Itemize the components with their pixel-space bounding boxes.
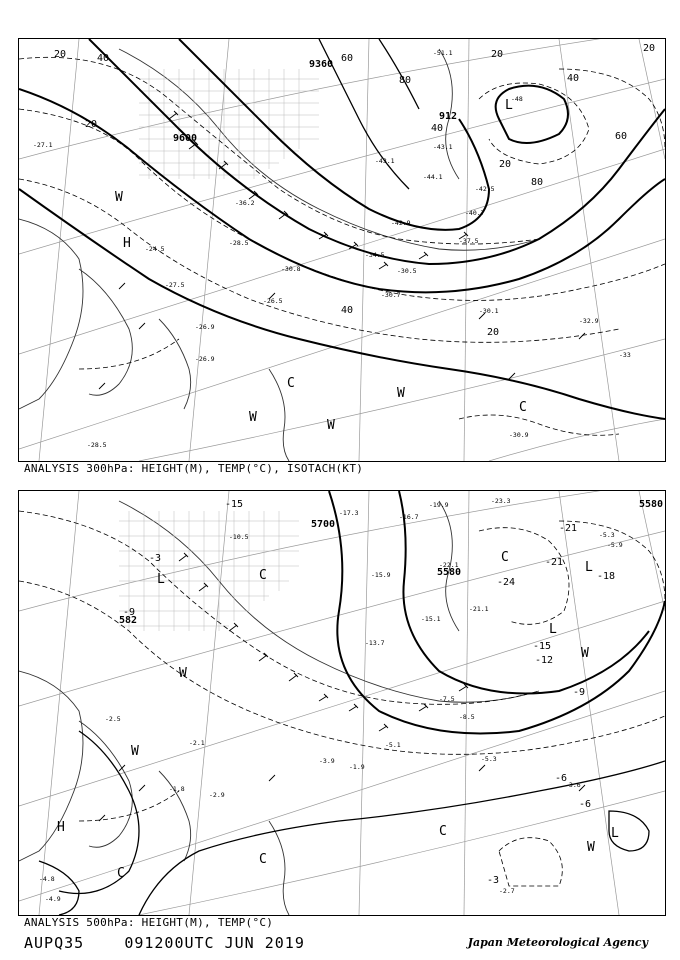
temp-value: -27.1 [33,141,53,149]
high-marker: H [57,820,65,835]
temp-value: -7.5 [439,695,455,703]
temp-value: -13.7 [365,639,385,647]
temp-value: -33 [619,351,631,359]
terrain-hatch [139,69,319,179]
isotherm-label: -18 [597,571,616,582]
temp-value: -48 [511,95,523,103]
warm-marker: W [327,418,335,433]
temp-value: -26.9 [195,323,215,331]
temp-value: -3.9 [319,757,335,765]
height-label: 9360 [309,59,334,70]
cold-marker: C [501,550,509,565]
temp-value: -16.7 [399,513,419,521]
temp-value: -2.1 [189,739,205,747]
isotherm-label: -3 [149,553,162,564]
temp-value: -15.1 [421,615,441,623]
isotherm-label: -9 [573,687,586,698]
temp-value: -19.9 [429,501,449,509]
temp-value: -4.8 [39,875,55,883]
isotach-label: 20 [643,43,656,54]
height-contours [19,39,665,419]
high-marker: H [123,236,131,251]
chart-code: AUPQ35 [24,934,85,952]
isotach-label: 40 [341,305,354,316]
temp-value: -30.9 [509,431,529,439]
map-500hpa-canvas [19,491,665,915]
temp-value: -24.5 [145,245,165,253]
isotherm-label: -6 [555,773,568,784]
isotherm-label: -21 [559,523,578,534]
height-label: 912 [439,111,458,122]
temp-value: -5.3 [599,531,615,539]
warm-marker: W [249,410,257,425]
pressure-systems [57,550,619,881]
cold-marker: C [259,568,267,583]
warm-marker: W [131,744,139,759]
temp-station-values [39,497,623,903]
isotach-labels [54,43,655,338]
temp-value: -10.5 [229,533,249,541]
temp-value: -27.5 [165,281,185,289]
height-label: 9600 [173,133,198,144]
temp-value: -26.5 [263,297,283,305]
cold-marker: C [287,376,295,391]
warm-marker: W [581,646,589,661]
isotherm-label: -15 [225,499,244,510]
temp-value: -44.1 [423,173,443,181]
isotach-label: 60 [615,131,628,142]
temp-value: -36.2 [235,199,255,207]
temp-value: -2.5 [105,715,121,723]
height-labels [119,499,663,626]
isotherm-label: -21 [545,557,564,568]
warm-marker: W [179,666,187,681]
cold-marker: C [439,824,447,839]
temp-value: -30.7 [381,291,401,299]
temp-value: -28.5 [87,441,107,449]
isotach-label: 20 [487,327,500,338]
warm-marker: W [115,190,123,205]
temp-value: -30.1 [479,307,499,315]
cold-marker: C [117,866,125,881]
temp-value: -28.5 [229,239,249,247]
temp-value: -1.9 [349,763,365,771]
isotherm-label: -6 [579,799,592,810]
warm-marker: W [587,840,595,855]
isotherm-label: -12 [535,655,554,666]
isotach-label: 20 [54,49,67,60]
cold-marker: C [519,400,527,415]
agency-name: Japan Meteorological Agency [467,936,648,949]
temp-value: -37.5 [459,237,479,245]
low-marker: L [611,826,619,841]
height-label: 5700 [311,519,336,530]
height-contours-minor [319,39,419,189]
map-panel-300hpa [18,38,666,462]
isotach-label: 80 [399,75,412,86]
isotach-label: 40 [567,73,580,84]
temp-value: -30.8 [281,265,301,273]
isotherm-label: -24 [497,577,516,588]
temp-value: -5.3 [481,755,497,763]
low-marker: L [549,622,557,637]
panel-500hpa-caption: ANALYSIS 500hPa: HEIGHT(M), TEMP(°C) [24,916,274,929]
cold-marker: C [259,852,267,867]
temp-value: -40.7 [465,209,485,217]
temp-value: -8.5 [459,713,475,721]
temp-value: -15.9 [371,571,391,579]
height-labels [173,59,457,144]
warm-marker: W [397,386,405,401]
isotach-label: 40 [97,53,110,64]
temp-value: -2.7 [499,887,515,895]
temp-value: -43.1 [433,143,453,151]
isotherm-label: -9 [123,607,136,618]
temp-value: -5.1 [385,741,401,749]
isotach-label: 20 [491,49,504,60]
valid-time: 091200UTC JUN 2019 [124,934,305,952]
height-contours [329,491,665,734]
temp-value: -5.9 [607,541,623,549]
temp-value: -23.3 [491,497,511,505]
temp-value: -22.1 [439,561,459,569]
temp-value: -21.1 [469,605,489,613]
temp-value: -32.9 [579,317,599,325]
isotherm-label: -3 [487,875,500,886]
chart-id-line [24,934,305,952]
terrain-hatch [119,511,299,631]
temp-value: -42.9 [391,219,411,227]
isotherm-label: -15 [533,641,552,652]
temp-value: -26.9 [195,355,215,363]
temp-value: -51.1 [433,49,453,57]
isotach-label: 40 [431,123,444,134]
temp-value: -42.5 [475,185,495,193]
isotach-label: 20 [499,159,512,170]
temp-value: -3.6 [565,781,581,789]
height-label: 5580 [437,567,462,578]
low-marker: L [585,560,593,575]
temp-value: -4.9 [45,895,61,903]
isotach-label: 60 [341,53,354,64]
map-panel-500hpa [18,490,666,916]
temp-value: -30.5 [397,267,417,275]
low-marker: L [157,572,165,587]
temp-value: -17.3 [339,509,359,517]
low-marker: L [505,98,513,113]
map-300hpa-canvas [19,39,665,461]
temp-value: -2.9 [209,791,225,799]
temp-value: -34.5 [365,251,385,259]
latlon-grid [19,39,665,461]
height-label: 5580 [639,499,664,510]
temp-value: -43.1 [375,157,395,165]
panel-300hpa-caption: ANALYSIS 300hPa: HEIGHT(M), TEMP(°C), ISOTACH(KT) [24,462,364,475]
isotach-label: 20 [85,119,98,130]
height-label: 582 [119,615,138,626]
isotach-label: 80 [531,177,544,188]
temp-value: -1.8 [169,785,185,793]
